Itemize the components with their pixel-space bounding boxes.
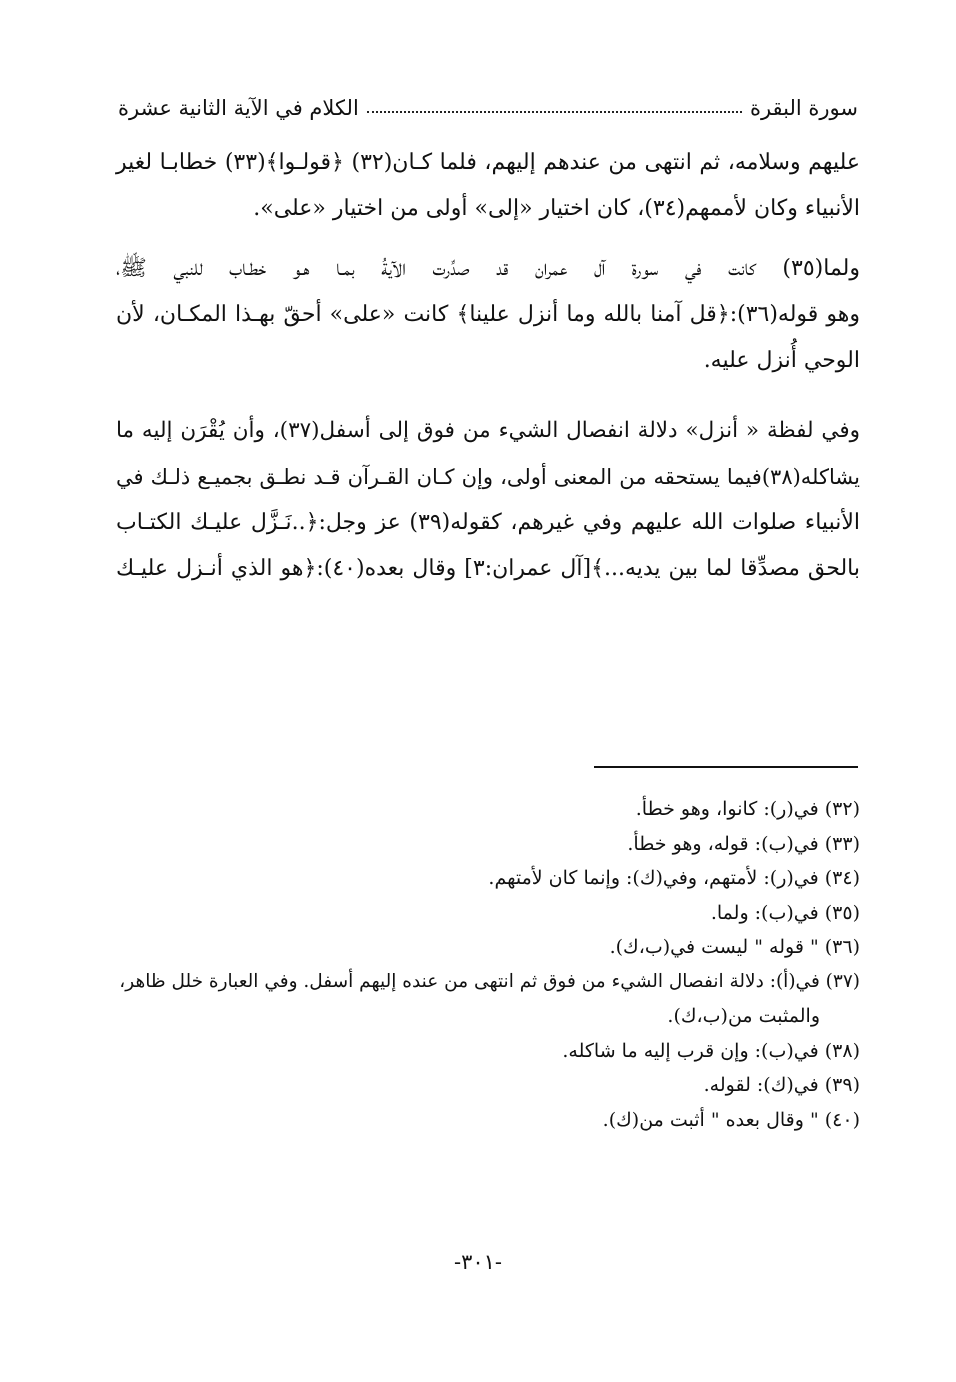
footnote: (٣٤) في(ر): لأمتهم، وفي(ك): وإنما كان لأمتهم. (488, 867, 860, 889)
footnote: (٣٣) في(ب): قوله، وهو خطأ. (627, 832, 860, 855)
footnote-separator (594, 766, 858, 768)
text-line: وهو قوله(٣٦):﴿قل آمنا بالله وما أنزل علينا﴾ كانت «على» أحقّ بهـذا المكـان، لأن (116, 302, 861, 327)
footnote: (٣٦) " قوله " ليست في(ب،ك). (609, 936, 860, 958)
page-number: -٣٠١- (453, 1250, 503, 1274)
main-text (116, 140, 860, 592)
text-line: وفي لفظة « أنزل» دلالة انفصال الشيء من فوق إلى أسفل(٣٧)، وأن يُقْرَن إليه ما (116, 418, 860, 443)
text-line: عليهم وسلامه، ثم انتهى من عندهم إليهم، فلما كـان(٣٢) ﴿قولـوا﴾(٣٣) خطابـا لغير (116, 150, 860, 175)
text-line: الأنبياء وكان لأممهم(٣٤)، كان اختيار «إلى» أولى من اختيار «على». (253, 196, 860, 221)
text-line: الوحي أُنزل عليه. (703, 348, 860, 373)
text-line: الأنبياء صلوات الله عليهم وفي غيرهم، كقوله(٣٩) عز وجل:﴿..نَـزَّل عليـك الكتـاب (116, 510, 860, 535)
header-leader-dots (367, 111, 742, 113)
footnote: (٣٩) في(ك): لقوله. (703, 1074, 860, 1096)
paragraph-gap (116, 384, 860, 408)
text-line: يشاكله(٣٨)فيما يستحقه من المعنى أولى، وإن كـان القـرآن قـد نطـق بجميـع ذلـك في (116, 465, 860, 489)
footnote-continuation: والمثبت من(ب،ك). (667, 1005, 820, 1027)
paragraph-gap (116, 232, 860, 246)
running-header (118, 86, 858, 120)
footnotes (110, 792, 860, 1137)
footnote: (٣٢) في(ر): كانوا، وهو خطأ. (635, 798, 860, 820)
text-line: بالحق مصدِّقا لما بين يديه...﴾[آل عمران:٣] وقال بعده(٤٠):﴿هو الذي أنـزل عليـك (116, 556, 860, 581)
header-surah: سورة البقرة (749, 96, 858, 120)
header-section-title: الكلام في الآية الثانية عشرة (118, 96, 359, 120)
text-line: ولما(٣٥) كانت في سورة آل عمران قد صدِّرت الآيةُ بمـا هـو خطـاب للنبي ﷺ، (116, 256, 861, 281)
footnote: (٣٨) في(ب): وإن قرب إليه ما شاكله. (562, 1039, 860, 1062)
footnote: (٣٧) في(أ): دلالة انفصال الشيء من فوق ثم انتهى من عنده إليهم أسفل. وفي العبارة خلل ظاهر، (119, 970, 860, 992)
footnote: (٤٠) " وقال بعده " أثبت من(ك). (602, 1108, 860, 1131)
footnote: (٣٥) في(ب): ولما. (710, 901, 860, 924)
